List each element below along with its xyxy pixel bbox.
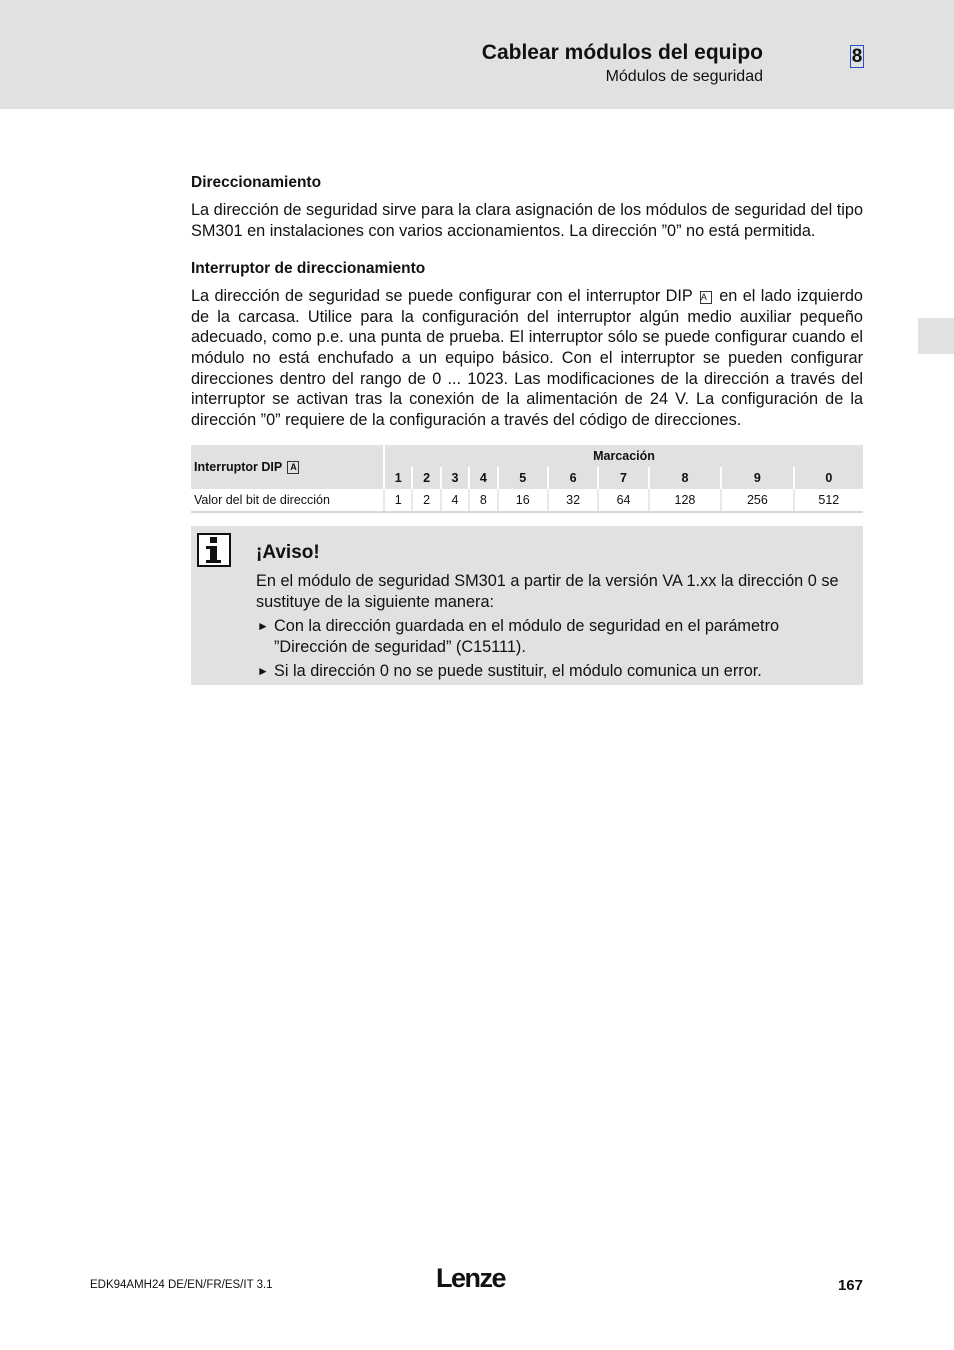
section-heading-switch: Interruptor de direccionamiento [191, 260, 426, 278]
section-text-addressing: La dirección de seguridad sirve para la clara asignación de los módulos de seguridad del tipo SM301 en instalaciones con varios accionamientos. La dirección ”0” no está permitida. [191, 201, 863, 240]
switch-text-before: La dirección de seguridad se puede configurar con el interruptor DIP [191, 287, 693, 306]
chapter-side-tab [918, 318, 954, 354]
table-header-label [191, 445, 384, 489]
table-cell: 64 [598, 489, 648, 512]
switch-text-after: en el lado izquierdo de la carcasa. Utilice para la configuración del interruptor algún medio auxiliar pequeño adecuado, como p.e. una punta de prueba. El interruptor sólo se puede configurar cuando el módulo no está enchufado a un equipo básico. Con el interruptor se pueden configurar direcciones dentro del rango de 0 ... 1023. Las modificaciones de la dirección a través del interruptor se activan tras la conexión de la alimentación de 24 V. La configuración de la dirección ”0” requiere de la configuración a través del código de direcciones. [191, 287, 863, 429]
chapter-number-badge[interactable]: 8 [851, 46, 863, 67]
table-cell: 256 [721, 489, 793, 512]
table-column-header: 3 [441, 467, 469, 489]
table-column-header: 0 [794, 467, 863, 489]
notice-body [256, 571, 846, 686]
list-item-text: Con la dirección guardada en el módulo de seguridad en el parámetro ”Dirección de seguridad” (C15111). [274, 617, 780, 656]
marker-a-icon: A [287, 461, 299, 474]
list-item-text: Si la dirección 0 no se puede sustituir, el módulo comunica un error. [274, 662, 762, 681]
list-item [256, 661, 846, 682]
table-cell: 4 [441, 489, 469, 512]
footer-doc-code: EDK94AMH24 DE/EN/FR/ES/IT 3.1 [90, 1279, 273, 1291]
table-column-header: 6 [548, 467, 598, 489]
notice-text: En el módulo de seguridad SM301 a partir de la versión VA 1.xx la dirección 0 se sustituye de la siguiente manera: [256, 572, 839, 611]
page-number: 167 [837, 1277, 863, 1294]
table-column-header: 5 [498, 467, 548, 489]
section-text-switch [191, 286, 863, 430]
table-cell: 32 [548, 489, 598, 512]
table-row [191, 489, 863, 512]
bullet-arrow-icon: ► [257, 619, 269, 634]
table-column-header: 8 [649, 467, 721, 489]
table-cell: 512 [794, 489, 863, 512]
table-column-header: 4 [469, 467, 497, 489]
lenze-logo: Lenze [436, 1263, 506, 1293]
bullet-arrow-icon: ► [257, 664, 269, 679]
table-cell: 16 [498, 489, 548, 512]
table-column-header: 1 [384, 467, 412, 489]
info-icon [197, 533, 231, 567]
section-heading-addressing: Direccionamiento [191, 174, 322, 191]
table-group-header: Marcación [384, 445, 863, 467]
chapter-title: Cablear módulos del equipo [481, 41, 763, 64]
table-cell: 128 [649, 489, 721, 512]
table-row-label: Valor del bit de dirección [191, 489, 384, 512]
notice-box [191, 526, 863, 685]
table-column-header: 9 [721, 467, 793, 489]
chapter-subtitle: Módulos de seguridad [605, 68, 763, 85]
table-header-text: Interruptor DIP [194, 460, 282, 474]
list-item [256, 616, 846, 657]
table-cell: 2 [412, 489, 440, 512]
table-column-header: 2 [412, 467, 440, 489]
dip-switch-table [191, 445, 863, 513]
header-band [0, 0, 954, 109]
table-cell: 1 [384, 489, 412, 512]
marker-a-icon: A [700, 291, 712, 304]
table-cell: 8 [469, 489, 497, 512]
main-content [191, 172, 863, 430]
table-column-header: 7 [598, 467, 648, 489]
notice-list [256, 616, 846, 682]
notice-title: ¡Aviso! [256, 542, 320, 563]
